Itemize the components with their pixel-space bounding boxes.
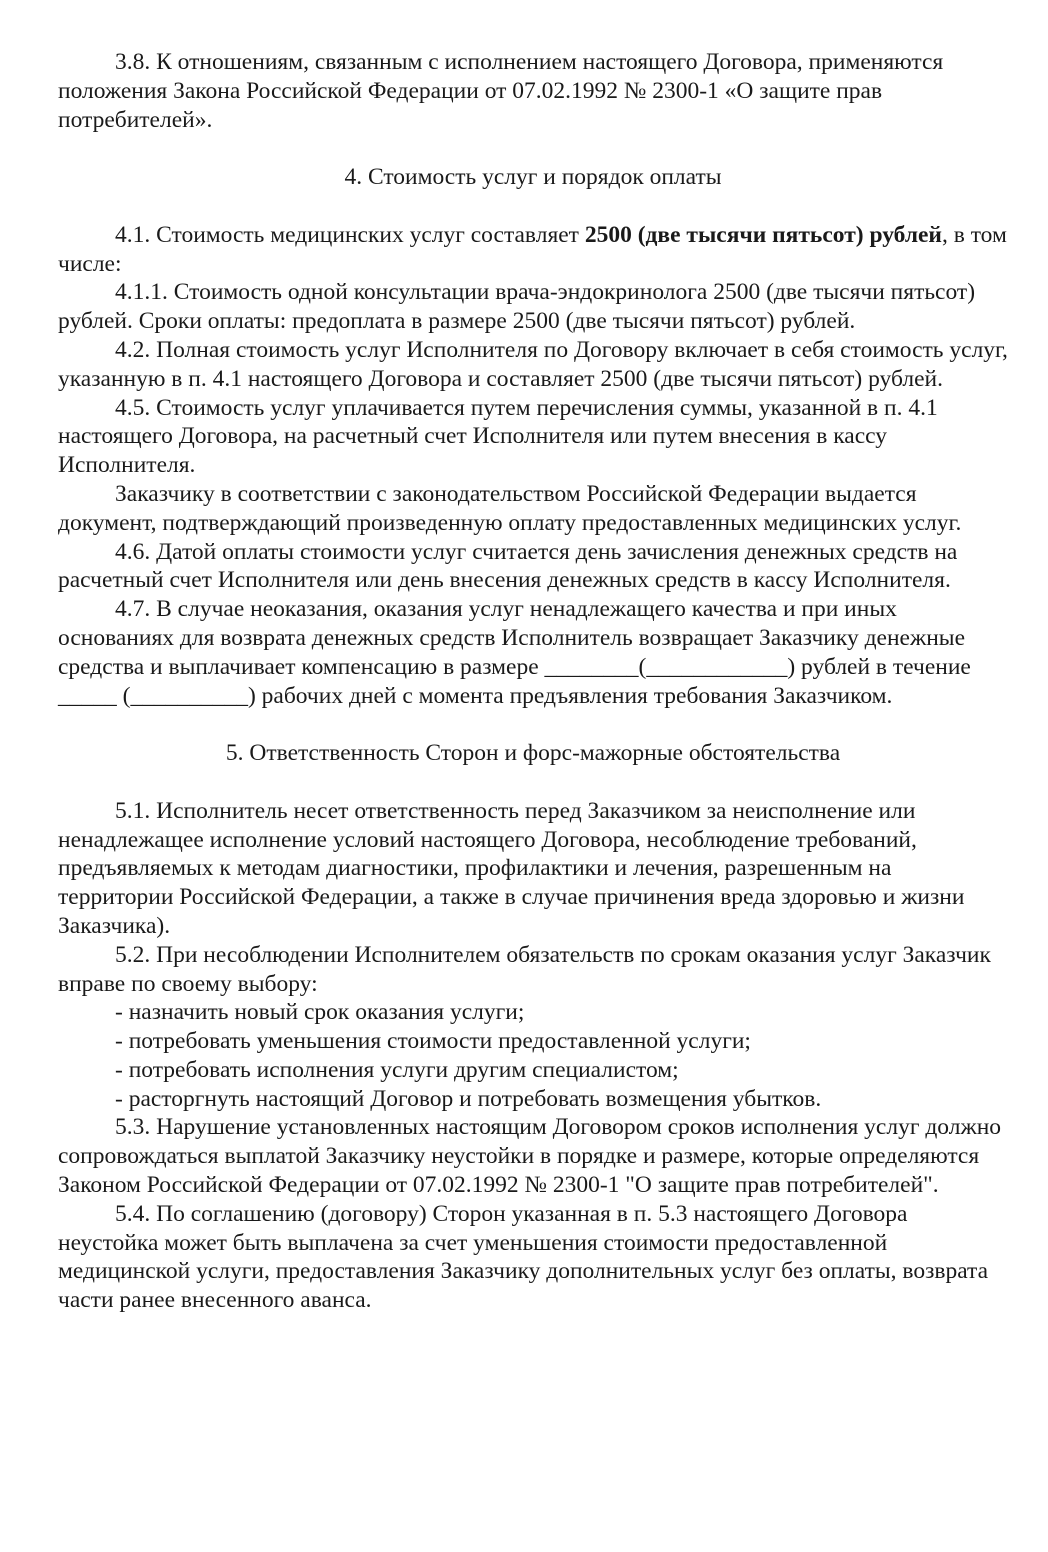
paragraph-4-7: 4.7. В случае неоказания, оказания услуг ненадлежащего качества и при иных основаниях для возврата денежных средств Исполнитель возвращает Заказчику денежные средства и выплачивает компенсацию в размере ________(____________) рублей в течение _____ (__________) рабочих дней с момента предъявления требования Заказчиком. [58,596,971,709]
section-heading-5: 5. Ответственность Сторон и форс-мажорные обстоятельства [225,740,841,767]
paragraph-4-1-text: 4.1. Стоимость медицинских услуг составляет [115,221,585,248]
spacer [58,710,1008,739]
list-item: - назначить новый срок оказания услуги; [115,999,525,1026]
paragraph-5-2: 5.2. При несоблюдении Исполнителем обязательств по срокам оказания услуг Заказчик вправе по своему выбору: [58,941,991,997]
spacer [58,134,1008,163]
paragraph-3-8: 3.8. К отношениям, связанным с исполнением настоящего Договора, применяются положения Закона Российской Федерации от 07.02.1992 № 2300-1 «О защите прав потребителей». [58,49,944,133]
spacer [58,192,1008,221]
paragraph-4-6: 4.6. Датой оплаты стоимости услуг считается день зачисления денежных средств на расчетный счет Исполнителя или день внесения денежных средств в кассу Исполнителя. [58,538,958,594]
spacer [58,768,1008,797]
paragraph-5-4: 5.4. По соглашению (договору) Сторон указанная в п. 5.3 настоящего Договора неустойка может быть выплачена за счет уменьшения стоимости предоставленной медицинской услуги, предоставления Заказчику дополнительных услуг без оплаты, возврата части ранее внесенного аванса. [58,1200,989,1314]
list-item: - потребовать уменьшения стоимости предоставленной услуги; [115,1028,751,1055]
section-heading-4: 4. Стоимость услуг и порядок оплаты [344,164,722,191]
list-item: - потребовать исполнения услуги другим специалистом; [115,1056,679,1083]
paragraph-5-3: 5.3. Нарушение установленных настоящим Договором сроков исполнения услуг должно сопровождаться выплатой Заказчику неустойки в порядке и размере, которые определяются Законом Российской Федерации от 07.02.1992 № 2300-1 "О защите прав потребителей". [58,1114,1002,1199]
paragraph-4-2: 4.2. Полная стоимость услуг Исполнителя по Договору включает в себя стоимость услуг, указанную в п. 4.1 настоящего Договора и составляет 2500 (две тысячи пятьсот) рублей. [58,336,1008,392]
paragraph-5-1: 5.1. Исполнитель несет ответственность перед Заказчиком за неисполнение или ненадлежащее исполнение условий настоящего Договора, несоблюдение требований, предъявляемых к методам диагностики, профилактики и лечения, разрешенным на территории Российской Федерации, а также в случае причинения вреда здоровью и жизни Заказчика). [58,797,965,939]
paragraph-4-1 [58,221,1008,279]
paragraph-4-5-receipt: Заказчику в соответствии с законодательством Российской Федерации выдается документ, подтверждающий произведенную оплату предоставленных медицинских услуг. [58,480,962,536]
paragraph-4-5: 4.5. Стоимость услуг уплачивается путем перечисления суммы, указанной в п. 4.1 настоящего Договора, на расчетный счет Исполнителя или путем внесения в кассу Исполнителя. [58,394,938,479]
paragraph-4-1-1: 4.1.1. Стоимость одной консультации врача-эндокринолога 2500 (две тысячи пятьсот) рублей. Сроки оплаты: предоплата в размере 2500 (две тысячи пятьсот) рублей. [58,279,976,335]
paragraph-4-1-amount: 2500 (две тысячи пятьсот) рублей [584,221,942,248]
list-item: - расторгнуть настоящий Договор и потребовать возмещения убытков. [115,1085,822,1112]
paragraph-4-1-tail: , в том числе: [58,221,1007,277]
